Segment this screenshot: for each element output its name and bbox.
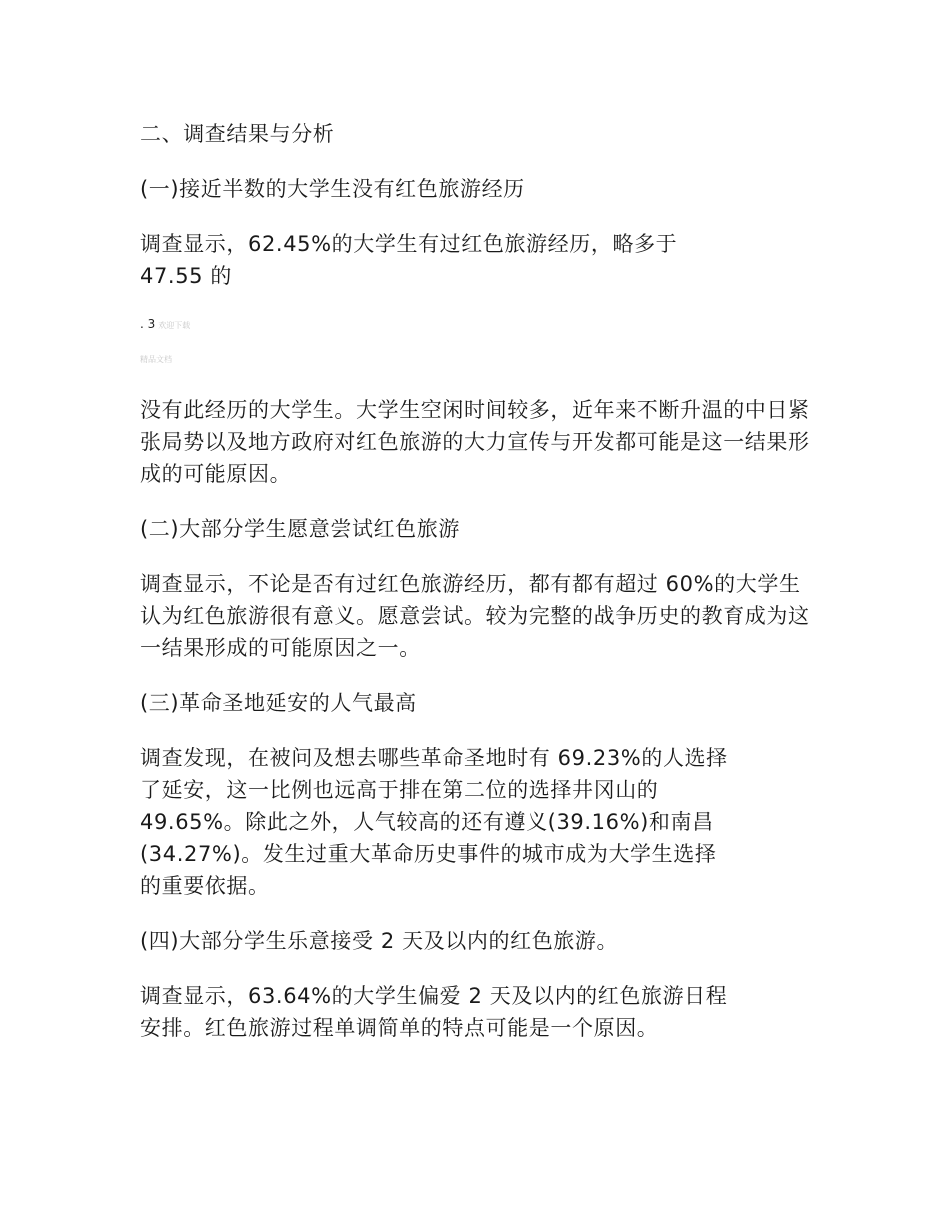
download-note: 欢迎下载 — [158, 321, 191, 330]
page-number: . 3 — [140, 317, 156, 331]
page-marker-sub: 精品文档 — [140, 355, 172, 364]
paragraph-3: 调查显示，不论是否有过红色旅游经历，都有都有超过 60%的大学生认为红色旅游很有意义。愿意尝试。较为完整的战争历史的教育成为这一结果形成的可能原因之一。 — [140, 572, 810, 660]
section-title: 二、调查结果与分析 — [140, 122, 335, 146]
paragraph-4 — [140, 742, 820, 902]
paragraph-5-line-1: 调查显示，63.64%的大学生偏爱 2 天及以内的红色旅游日程 — [140, 984, 728, 1008]
paragraph-4-line-2: 了延安，这一比例也远高于排在第二位的选择井冈山的 — [140, 778, 659, 802]
upper-content — [140, 118, 820, 292]
paragraph-4-line-4: (34.27%)。发生过重大革命历史事件的城市成为大学生选择 — [140, 842, 717, 866]
heading-3: (三)革命圣地延安的人气最高 — [140, 691, 417, 715]
paragraph-1 — [140, 228, 820, 292]
paragraph-1-line-2: 47.55 的 — [140, 264, 232, 288]
paragraph-2: 没有此经历的大学生。大学生空闲时间较多，近年来不断升温的中日紧张局势以及地方政府对红色旅游的大力宣传与开发都可能是这一结果形成的可能原因。 — [140, 398, 810, 486]
page-marker — [140, 316, 190, 334]
paragraph-4-line-3: 49.65%。除此之外，人气较高的还有遵义(39.16%)和南昌 — [140, 810, 714, 834]
paragraph-4-line-5: 的重要依据。 — [140, 874, 270, 898]
paragraph-1-line-1: 调查显示，62.45%的大学生有过红色旅游经历，略多于 — [140, 232, 678, 256]
paragraph-5 — [140, 980, 820, 1044]
heading-1: (一)接近半数的大学生没有红色旅游经历 — [140, 177, 525, 201]
heading-2: (二)大部分学生愿意尝试红色旅游 — [140, 517, 460, 541]
heading-4: (四)大部分学生乐意接受 2 天及以内的红色旅游。 — [140, 929, 619, 953]
paragraph-4-line-1: 调查发现，在被问及想去哪些革命圣地时有 69.23%的人选择 — [140, 746, 728, 770]
lower-content — [140, 394, 820, 1067]
paragraph-5-line-2: 安排。红色旅游过程单调简单的特点可能是一个原因。 — [140, 1016, 659, 1040]
